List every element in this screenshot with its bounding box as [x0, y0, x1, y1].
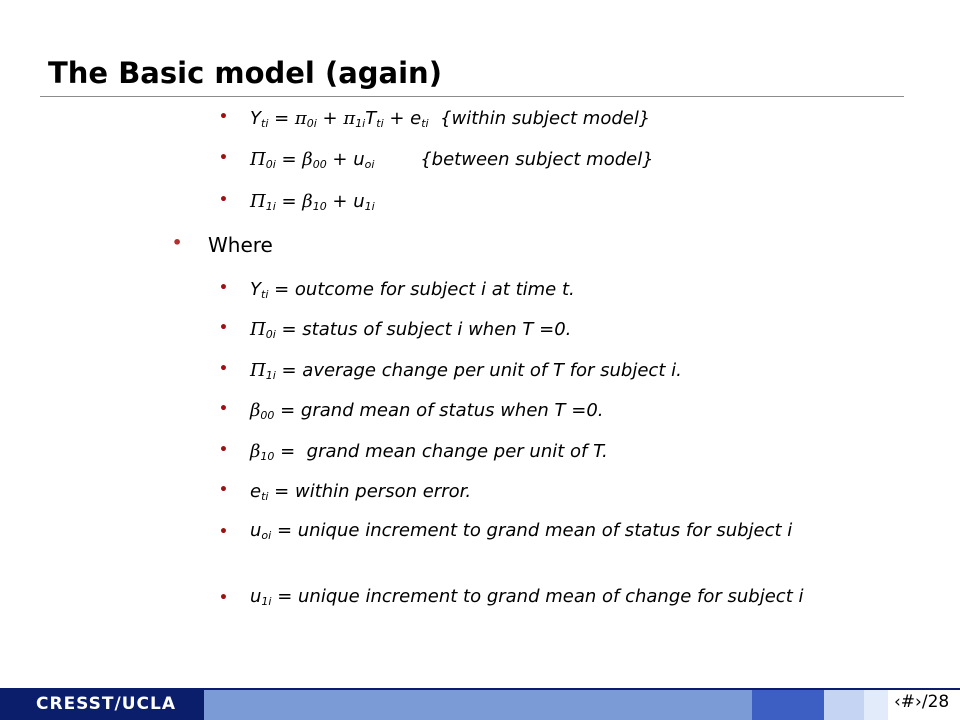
bullet-icon: • — [219, 442, 228, 458]
slide-title: The Basic model (again) — [48, 56, 442, 90]
bullet-icon: • — [219, 109, 228, 125]
definition-item: • $Y_{ti}$ = outcome for subject i at time t. — [219, 279, 575, 301]
footer-segment — [824, 688, 864, 720]
model-equation-between-slope: • $\Pi_{1i} = \beta_{10} + u_{1i}$ — [219, 191, 375, 213]
model-equation-within: • $Y_{ti} = \pi_{0i} + \pi_{1i}T_{ti} + e_{ti}$ {within subject model} — [219, 108, 651, 130]
footer-segment — [752, 688, 824, 720]
bullet-icon: • — [219, 150, 228, 166]
model-equation-between-intercept: • $\Pi_{0i} = \beta_{00} + u_{oi}$ {between subject model} — [219, 149, 654, 171]
bullet-icon: • — [219, 320, 228, 336]
definition-item: • $u_{oi}$ = unique increment to grand mean of status for subject i — [219, 520, 793, 542]
definition-item: • $\beta_{10}$ = grand mean change per unit of T. — [219, 441, 608, 463]
definition-item: • $\beta_{00}$ = grand mean of status when T =0. — [219, 400, 604, 422]
footer-segment — [204, 688, 752, 720]
footer-segment — [0, 688, 34, 720]
bullet-icon: • — [219, 524, 228, 540]
slide-footer — [0, 688, 960, 720]
bullet-icon: • — [172, 233, 183, 252]
bullet-icon: • — [219, 401, 228, 417]
footer-logo: CRESST/UCLA — [36, 694, 176, 714]
footer-segment — [864, 688, 888, 720]
bullet-icon: • — [219, 482, 228, 498]
page-number: ‹#›/28 — [894, 692, 950, 712]
footer-rule — [0, 688, 960, 690]
bullet-icon: • — [219, 361, 228, 377]
definition-item: • $\Pi_{0i}$ = status of subject i when T =0. — [219, 319, 572, 341]
where-heading: • Where — [172, 233, 273, 257]
definition-item: • $e_{ti}$ = within person error. — [219, 481, 472, 503]
definition-item: • $\Pi_{1i}$ = average change per unit of T for subject i. — [219, 360, 682, 382]
bullet-icon: • — [219, 192, 228, 208]
definition-item: • $u_{1i}$ = unique increment to grand mean of change for subject i — [219, 586, 804, 608]
title-divider — [40, 96, 904, 97]
bullet-icon: • — [219, 590, 228, 606]
bullet-icon: • — [219, 280, 228, 296]
